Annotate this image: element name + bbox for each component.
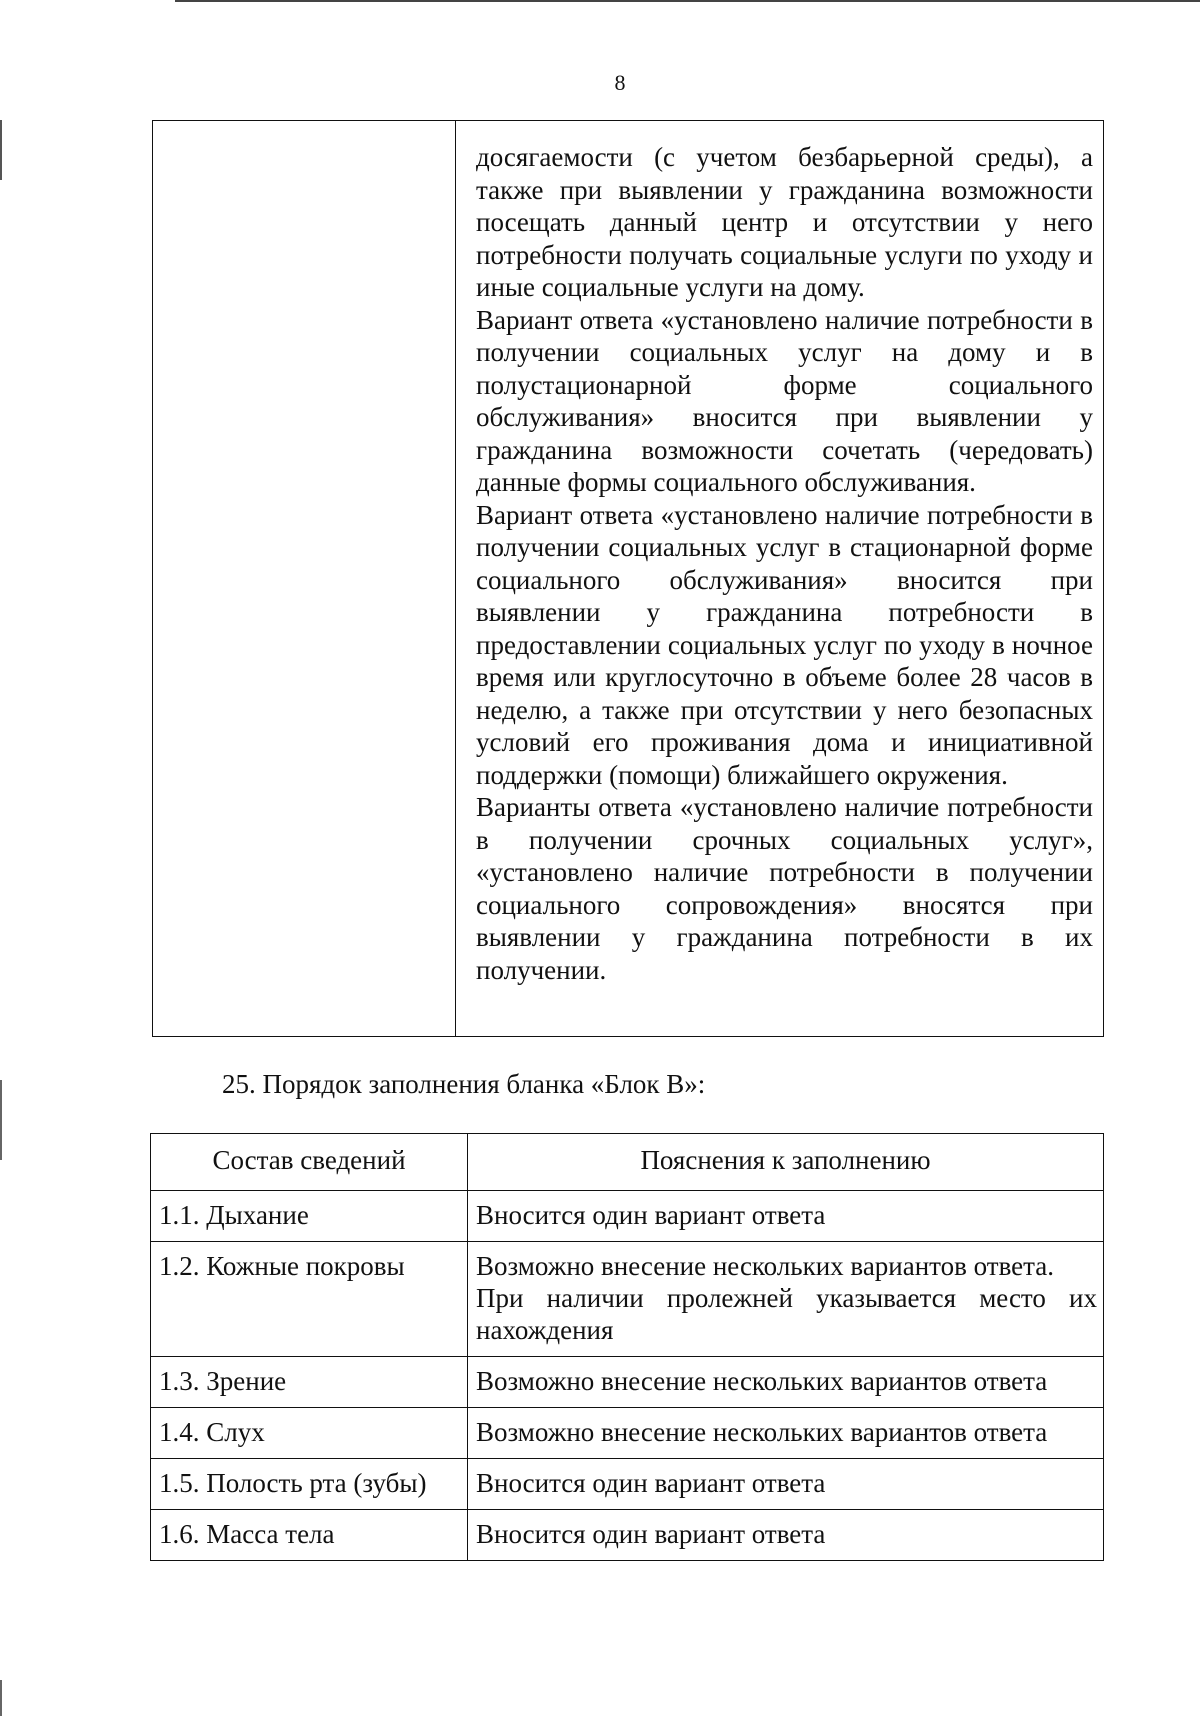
scan-edge [175,0,1200,2]
column-header: Состав сведений [151,1134,468,1191]
explanation-cell [468,1242,1104,1357]
section-heading: 25. Порядок заполнения бланка «Блок В»: [222,1069,706,1099]
scan-edge [0,1080,2,1160]
paragraph: Вариант ответа «установлено наличие потребности в получении социальных услуг в стационарной форме социального обслуживания» вносится при выявлении у гражданина потребности в предоставлении социальных услуг по уходу в ночное время или круглосуточно в объеме более 28 часов в неделю, а также при отсутствии у него безопасных условий его проживания дома и инициативной поддержки (помощи) ближайшего окружения. [476,499,1093,790]
explanation-text: При наличии пролежней указывается место их нахождения [476,1283,1097,1345]
explanation-cell [468,1510,1104,1561]
item-cell: 1.3. Зрение [151,1357,468,1408]
item-cell: 1.2. Кожные покровы [151,1242,468,1357]
page-number: 8 [614,70,626,95]
table-row [151,1191,1104,1242]
explanation-text: Возможно внесение нескольких вариантов ответа [476,1417,1048,1447]
item-cell: 1.6. Масса тела [151,1510,468,1561]
explanation-text: Вносится один вариант ответа [476,1200,826,1230]
table-row [151,1510,1104,1561]
explanation-text: Возможно внесение нескольких вариантов ответа. [476,1251,1055,1281]
table-header-row [151,1134,1104,1191]
explanation-text: Возможно внесение нескольких вариантов ответа [476,1366,1048,1396]
scan-edge [0,120,2,180]
explanation-cell [468,1191,1104,1242]
item-cell: 1.5. Полость рта (зубы) [151,1459,468,1510]
item-cell: 1.4. Слух [151,1408,468,1459]
explanation-text: Вносится один вариант ответа [476,1468,826,1498]
empty-left-cell [153,121,456,1037]
table-row [151,1242,1104,1357]
explanation-cell [456,121,1104,1037]
explanation-cell [468,1357,1104,1408]
column-header: Пояснения к заполнению [468,1134,1104,1191]
paragraph: досягаемости (с учетом безбарьерной среды), а также при выявлении у гражданина возможности посещать данный центр и отсутствии у него потребности получать социальные услуги по уходу и иные социальные услуги на дому. [476,142,1093,302]
paragraph: Вариант ответа «установлено наличие потребности в получении социальных услуг на дому и в полустационарной форме социального обслуживания» вносится при выявлении у гражданина возможности сочетать (чередовать) данные формы социального обслуживания. [476,304,1093,497]
table-row [151,1357,1104,1408]
table-row [151,1408,1104,1459]
paragraph: Варианты ответа «установлено наличие потребности в получении срочных социальных услуг», «установлено наличие потребности в получении социального сопровождения» вносятся при выявлении у гражданина потребности в их получении. [476,792,1093,985]
continuation-table [152,120,1104,1037]
explanation-text: Вносится один вариант ответа [476,1519,826,1549]
table-row [153,121,1104,1037]
scan-edge [0,1680,2,1716]
explanation-cell [468,1408,1104,1459]
block-b-table [150,1133,1104,1561]
item-cell: 1.1. Дыхание [151,1191,468,1242]
explanation-cell [468,1459,1104,1510]
table-row [151,1459,1104,1510]
